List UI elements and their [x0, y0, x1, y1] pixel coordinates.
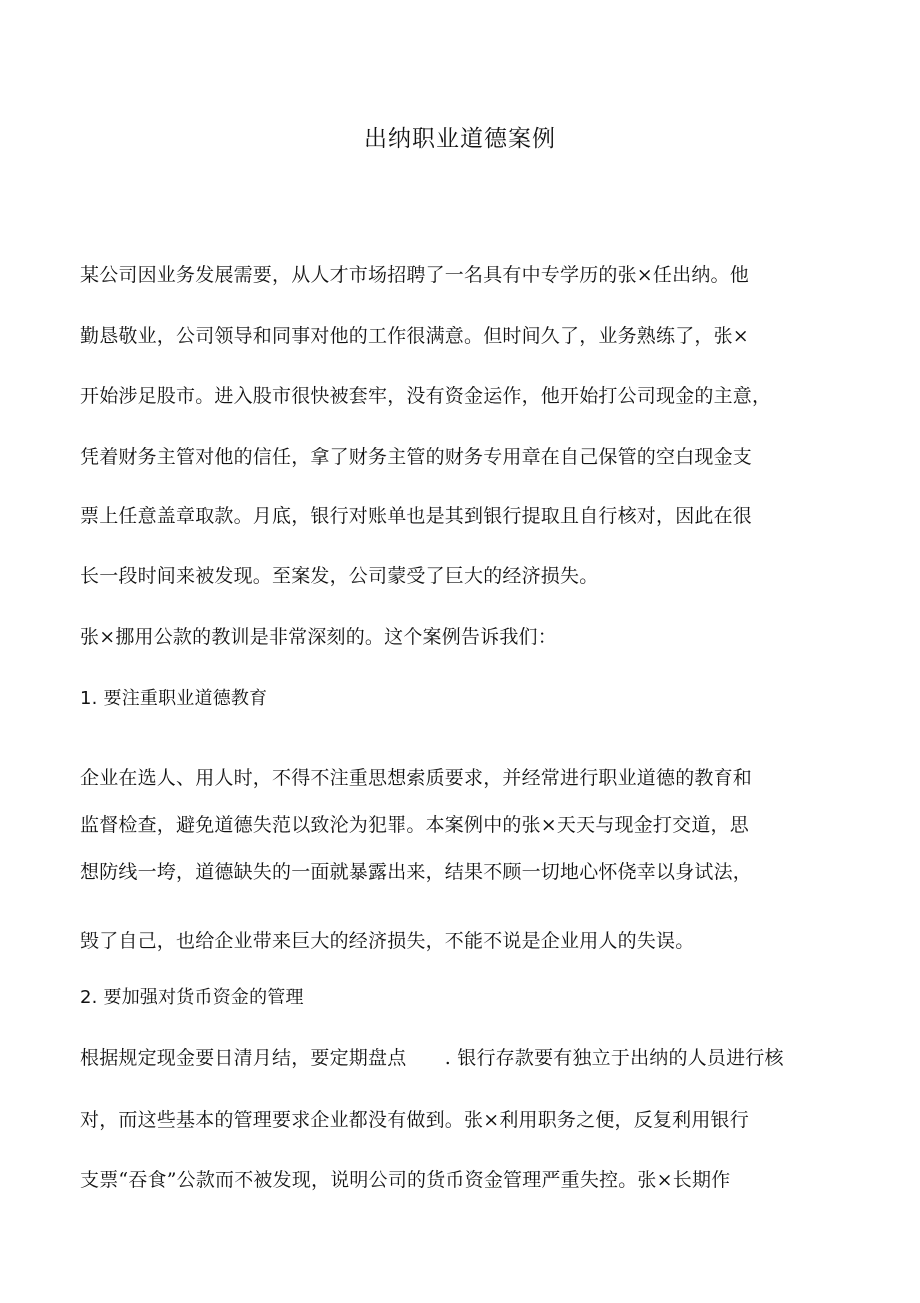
- paragraph-line: 想防线一垮，道德缺失的一面就暴露出来，结果不顾一切地心怀侥幸以身试法，: [80, 861, 753, 883]
- paragraph-line: 票上任意盖章取款。月底，银行对账单也是其到银行提取且自行核对，因此在很: [80, 505, 753, 527]
- paragraph-line: 根据规定现金要日清月结，要定期盘点 . 银行存款要有独立于出纳的人员进行核: [80, 1047, 784, 1069]
- paragraph-line: 毁了自己，也给企业带来巨大的经济损失，不能不说是企业用人的失误。: [80, 930, 695, 952]
- paragraph-line: 长一段时间来被发现。至案发，公司蒙受了巨大的经济损失。: [80, 565, 599, 587]
- paragraph-line: 凭着财务主管对他的信任，拿了财务主管的财务专用章在自己保管的空白现金支: [80, 446, 753, 468]
- section-heading: 1. 要注重职业道德教育: [80, 688, 268, 709]
- intro-line: 张×挪用公款的教训是非常深刻的。这个案例告诉我们：: [80, 626, 557, 648]
- paragraph-line: 某公司因业务发展需要，从人才市场招聘了一名具有中专学历的张×任出纳。他: [80, 264, 749, 286]
- paragraph-line: 企业在选人、用人时，不得不注重思想索质要求，并经常进行职业道德的教育和: [80, 767, 753, 789]
- paragraph-line: 勤恳敬业，公司领导和同事对他的工作很满意。但时间久了，业务熟练了，张×: [80, 325, 749, 347]
- paragraph-line: 支票“吞食”公款而不被发现，说明公司的货币资金管理严重失控。张×长期作: [80, 1169, 731, 1191]
- paragraph-line: 对，而这些基本的管理要求企业都没有做到。张×利用职务之便，反复利用银行: [80, 1109, 749, 1131]
- document-title: 出纳职业道德案例: [364, 126, 556, 152]
- paragraph-line: 开始涉足股市。进入股市很快被套牢，没有资金运作，他开始打公司现金的主意，: [80, 385, 772, 407]
- section-heading: 2. 要加强对货币资金的管理: [80, 987, 304, 1008]
- paragraph-line: 监督检查，避免道德失范以致沦为犯罪。本案例中的张×天天与现金打交道，思: [80, 814, 749, 836]
